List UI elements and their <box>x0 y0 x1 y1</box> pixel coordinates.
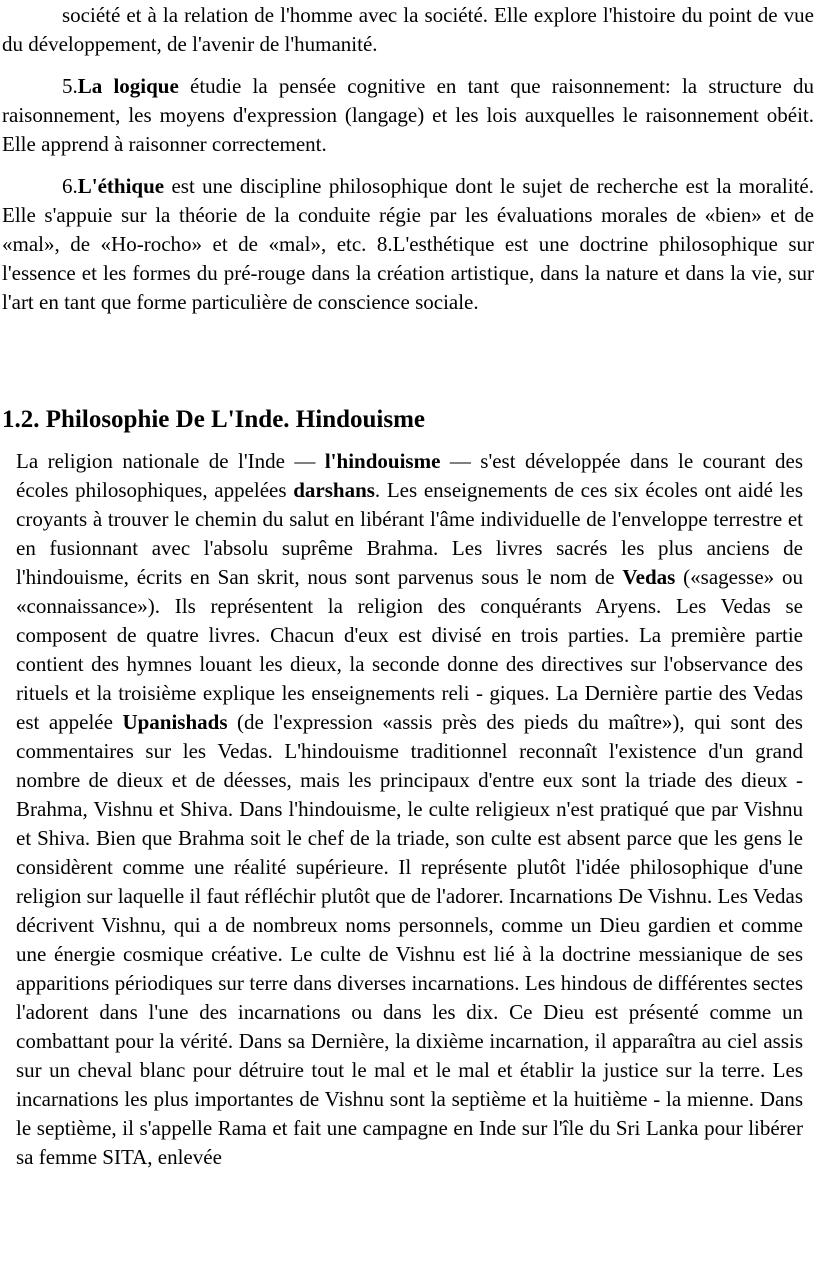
text-segment: («sagesse» ou «connaissance»). Ils représentent la religion des conquérants Aryens. Les Vedas se composent de quatre livres. Chacun d'eux est divisé en trois parties. La première partie contient des hymnes louant les dieux, la seconde donne des directives sur l'observance des rituels et la troisième explique les enseignements reli - giques. La Dernière partie des Vedas est appelée <box>16 565 803 734</box>
item-number: 6. <box>62 174 78 198</box>
text-segment: — s'est développée dans le courant des écoles philosophiques, appelées <box>16 449 803 502</box>
term-hinduism: l'hindouisme <box>324 449 441 473</box>
section-heading: 1.2. Philosophie De L'Inde. Hindouisme <box>2 406 425 433</box>
paragraph-text: est une discipline philosophique dont le sujet de recherche est la moralité. Elle s'appuie sur la théorie de la conduite régie par les évaluations morales de «bien» et de «mal», de «Ho-rocho» et de «mal», etc. 8.L'esthétique est une doctrine philosophique sur l'essence et les formes du pré-rouge dans la création artistique, dans la nature et dans la vie, sur l'art en tant que forme particulière de conscience sociale. <box>2 174 814 314</box>
paragraph-hinduism <box>16 447 803 1172</box>
paragraph-society <box>2 1 814 59</box>
term-upanishads: Upanishads <box>122 710 228 734</box>
text-segment: . Les enseignements de ces six écoles ont aidé les croyants à trouver le chemin du salut en libérant l'âme individuelle de l'enveloppe terrestre et en fusionnant avec l'absolu suprême Brahma. Les livres sacrés les plus anciens de l'hindouisme, écrits en San skrit, nous sont parvenus sous le nom de <box>16 478 803 589</box>
text-segment: (de l'expression «assis près des pieds du maître»), qui sont des commentaires sur les Vedas. L'hindouisme traditionnel reconnaît l'existence d'un grand nombre de dieux et de déesses, mais les principaux d'entre eux sont la triade des dieux - Brahma, Vishnu et Shiva. Dans l'hindouisme, le culte religieux n'est pratiqué que par Vishnu et Shiva. Bien que Brahma soit le chef de la triade, son culte est absent parce que les gens le considèrent comme une réalité supérieure. Il représente plutôt l'idée philosophique d'une religion sur laquelle il faut réfléchir plutôt que de l'adorer. Incarnations De Vishnu. Les Vedas décrivent Vishnu, qui a de nombreux noms personnels, comme un Dieu gardien et comme une énergie cosmique créative. Le culte de Vishnu est lié à la doctrine messianique de ses apparitions périodiques sur terre dans diverses incarnations. Les hindous de différentes sectes l'adorent dans l'une des incarnations ou dans les dix. Ce Dieu est présenté comme un combattant pour la vérité. Dans sa Dernière, la dixième incarnation, il apparaîtra au ciel assis sur un cheval blanc pour détruire tout le mal et le mal et établir la justice sur la terre. Les incarnations les plus importantes de Vishnu sont la septième et la huitième - la mienne. Dans le septième, il s'appelle Rama et fait une campagne en Inde sur l'île du Sri Lanka pour libérer sa femme SITA, enlevée <box>16 710 803 1169</box>
term-vedas: Vedas <box>622 565 676 589</box>
term-darshans: darshans <box>293 478 375 502</box>
paragraph-ethics <box>2 172 814 317</box>
paragraph-logic <box>2 72 814 159</box>
item-number: 5. <box>62 74 78 98</box>
term-ethics: L'éthique <box>77 174 165 198</box>
paragraph-text: société et à la relation de l'homme avec la société. Elle explore l'histoire du point de vue du développement, de l'avenir de l'humanité. <box>2 3 814 56</box>
term-logic: La logique <box>77 74 179 98</box>
text-segment: La religion nationale de l'Inde — <box>16 449 325 473</box>
paragraph-text: étudie la pensée cognitive en tant que raisonnement: la structure du raisonnement, les moyens d'expression (langage) et les lois auxquelles le raisonnement obéit. Elle apprend à raisonner correctement. <box>2 74 814 156</box>
